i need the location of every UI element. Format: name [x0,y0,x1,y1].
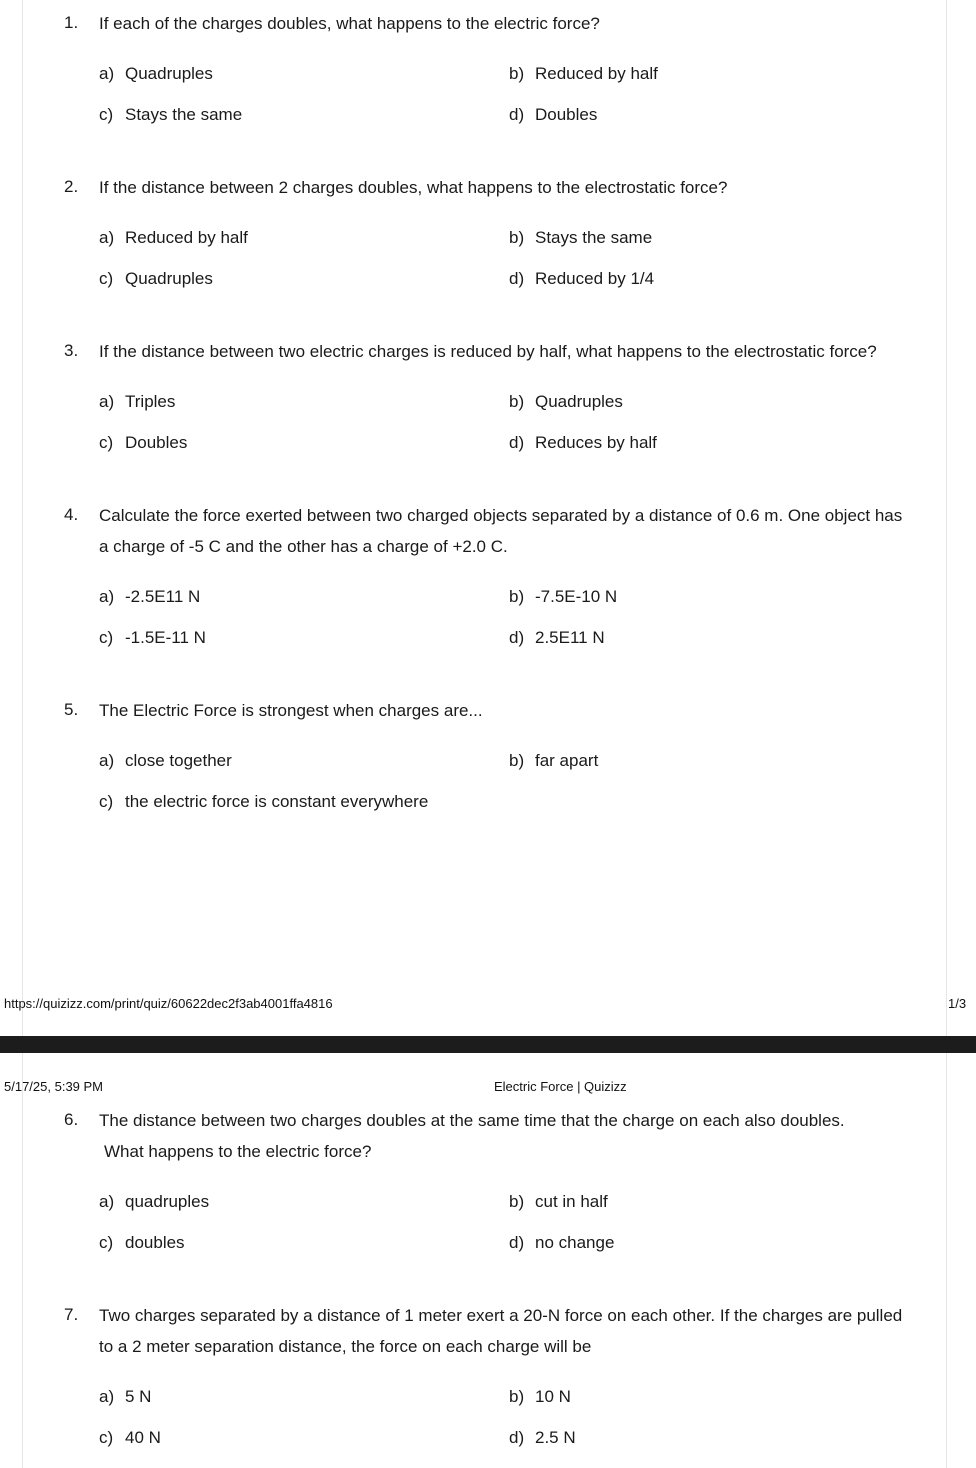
option-text: quadruples [125,1192,210,1211]
option-d [509,1427,576,1449]
option-text: the electric force is constant everywhere [125,792,429,811]
option-a [99,586,200,608]
option-c [99,1427,161,1449]
option-c [99,791,428,813]
option-label: c) [99,628,114,647]
option-label: d) [509,628,525,647]
question-text: Calculate the force exerted between two charged objects separated by a distance of 0.6 m. One object has a charge of -5 C and the other has a charge of +2.0 C. [99,506,903,556]
header-title: Electric Force | Quizizz [494,1079,627,1094]
option-text: 2.5 N [535,1428,576,1447]
option-label: b) [509,751,525,770]
question-number: 2. [64,177,79,196]
option-b [509,391,623,413]
option-label: c) [99,105,114,124]
option-text: Reduced by 1/4 [535,269,655,288]
option-d [509,104,597,126]
option-label: b) [509,64,525,83]
option-c [99,268,213,290]
question-text: The Electric Force is strongest when charges are... [99,701,483,720]
option-d [509,627,605,649]
option-d [509,1232,614,1254]
question-text: Two charges separated by a distance of 1 meter exert a 20-N force on each other. If the charges are pulled to a 2 meter separation distance, the force on each charge will be [99,1306,903,1356]
option-text: 5 N [125,1387,152,1406]
option-label: a) [99,1387,115,1406]
option-label: a) [99,751,115,770]
option-text: -7.5E-10 N [535,587,618,606]
option-label: b) [509,392,525,411]
page-margin-line-left [22,1053,23,1468]
option-text: Stays the same [535,228,653,247]
option-text: Quadruples [125,269,213,288]
option-label: c) [99,792,114,811]
option-text: Reduced by half [535,64,658,83]
option-label: d) [509,1428,525,1447]
option-b [509,1386,571,1408]
option-text: Stays the same [125,105,243,124]
option-a [99,63,213,85]
question-number: 4. [64,505,79,524]
option-label: b) [509,1387,525,1406]
option-c [99,627,206,649]
option-label: c) [99,1233,114,1252]
option-label: d) [509,1233,525,1252]
question-number: 1. [64,13,79,32]
header-datetime: 5/17/25, 5:39 PM [4,1079,104,1094]
option-text: Reduces by half [535,433,657,452]
question-number: 5. [64,700,79,719]
option-label: b) [509,587,525,606]
question-text: If the distance between two electric charges is reduced by half, what happens to the electrostatic force? [99,342,877,361]
option-label: b) [509,228,525,247]
option-label: d) [509,269,525,288]
option-text: far apart [535,751,599,770]
option-b [509,750,598,772]
option-label: d) [509,433,525,452]
question-text: If each of the charges doubles, what happens to the electric force? [99,14,600,33]
option-c [99,1232,185,1254]
option-a [99,227,248,249]
option-text: 40 N [125,1428,161,1447]
page-margin-line-left [22,0,23,1036]
option-label: c) [99,1428,114,1447]
option-text: Doubles [535,105,598,124]
option-text: -1.5E-11 N [125,628,206,647]
option-label: a) [99,64,115,83]
option-b [509,1191,608,1213]
option-a [99,391,175,413]
question-text-line-2: What happens to the electric force? [104,1142,372,1161]
option-text: -2.5E11 N [125,587,201,606]
question-text: If the distance between 2 charges doubles, what happens to the electrostatic force? [99,178,728,197]
option-text: close together [125,751,232,770]
option-c [99,432,187,454]
option-text: Reduced by half [125,228,248,247]
option-d [509,268,654,290]
question-number: 7. [64,1305,79,1324]
page-margin-line-right [946,0,947,1036]
option-text: Quadruples [535,392,623,411]
option-c [99,104,242,126]
option-b [509,586,617,608]
option-text: Doubles [125,433,188,452]
option-label: a) [99,587,115,606]
option-text: doubles [125,1233,185,1252]
option-text: Triples [125,392,176,411]
option-label: a) [99,392,115,411]
option-label: c) [99,269,114,288]
option-label: a) [99,228,115,247]
option-label: c) [99,433,114,452]
question-number: 6. [64,1110,79,1129]
option-b [509,63,658,85]
footer-page-number: 1/3 [948,996,967,1011]
option-text: 2.5E11 N [535,628,605,647]
question-text: The distance between two charges doubles at the same time that the charge on each also doubles. [99,1111,845,1130]
option-text: no change [535,1233,615,1252]
quiz-page-2 [0,1053,976,1468]
option-d [509,432,657,454]
page-margin-line-right [946,1053,947,1468]
option-a [99,1191,209,1213]
footer-url[interactable]: https://quizizz.com/print/quiz/60622dec2f3ab4001ffa4816 [4,996,333,1011]
option-label: d) [509,105,525,124]
option-label: b) [509,1192,525,1211]
option-b [509,227,652,249]
page-separator [0,1036,976,1053]
option-text: cut in half [535,1192,608,1211]
option-a [99,750,232,772]
option-text: 10 N [535,1387,571,1406]
question-number: 3. [64,341,79,360]
option-a [99,1386,151,1408]
option-label: a) [99,1192,115,1211]
option-text: Quadruples [125,64,213,83]
